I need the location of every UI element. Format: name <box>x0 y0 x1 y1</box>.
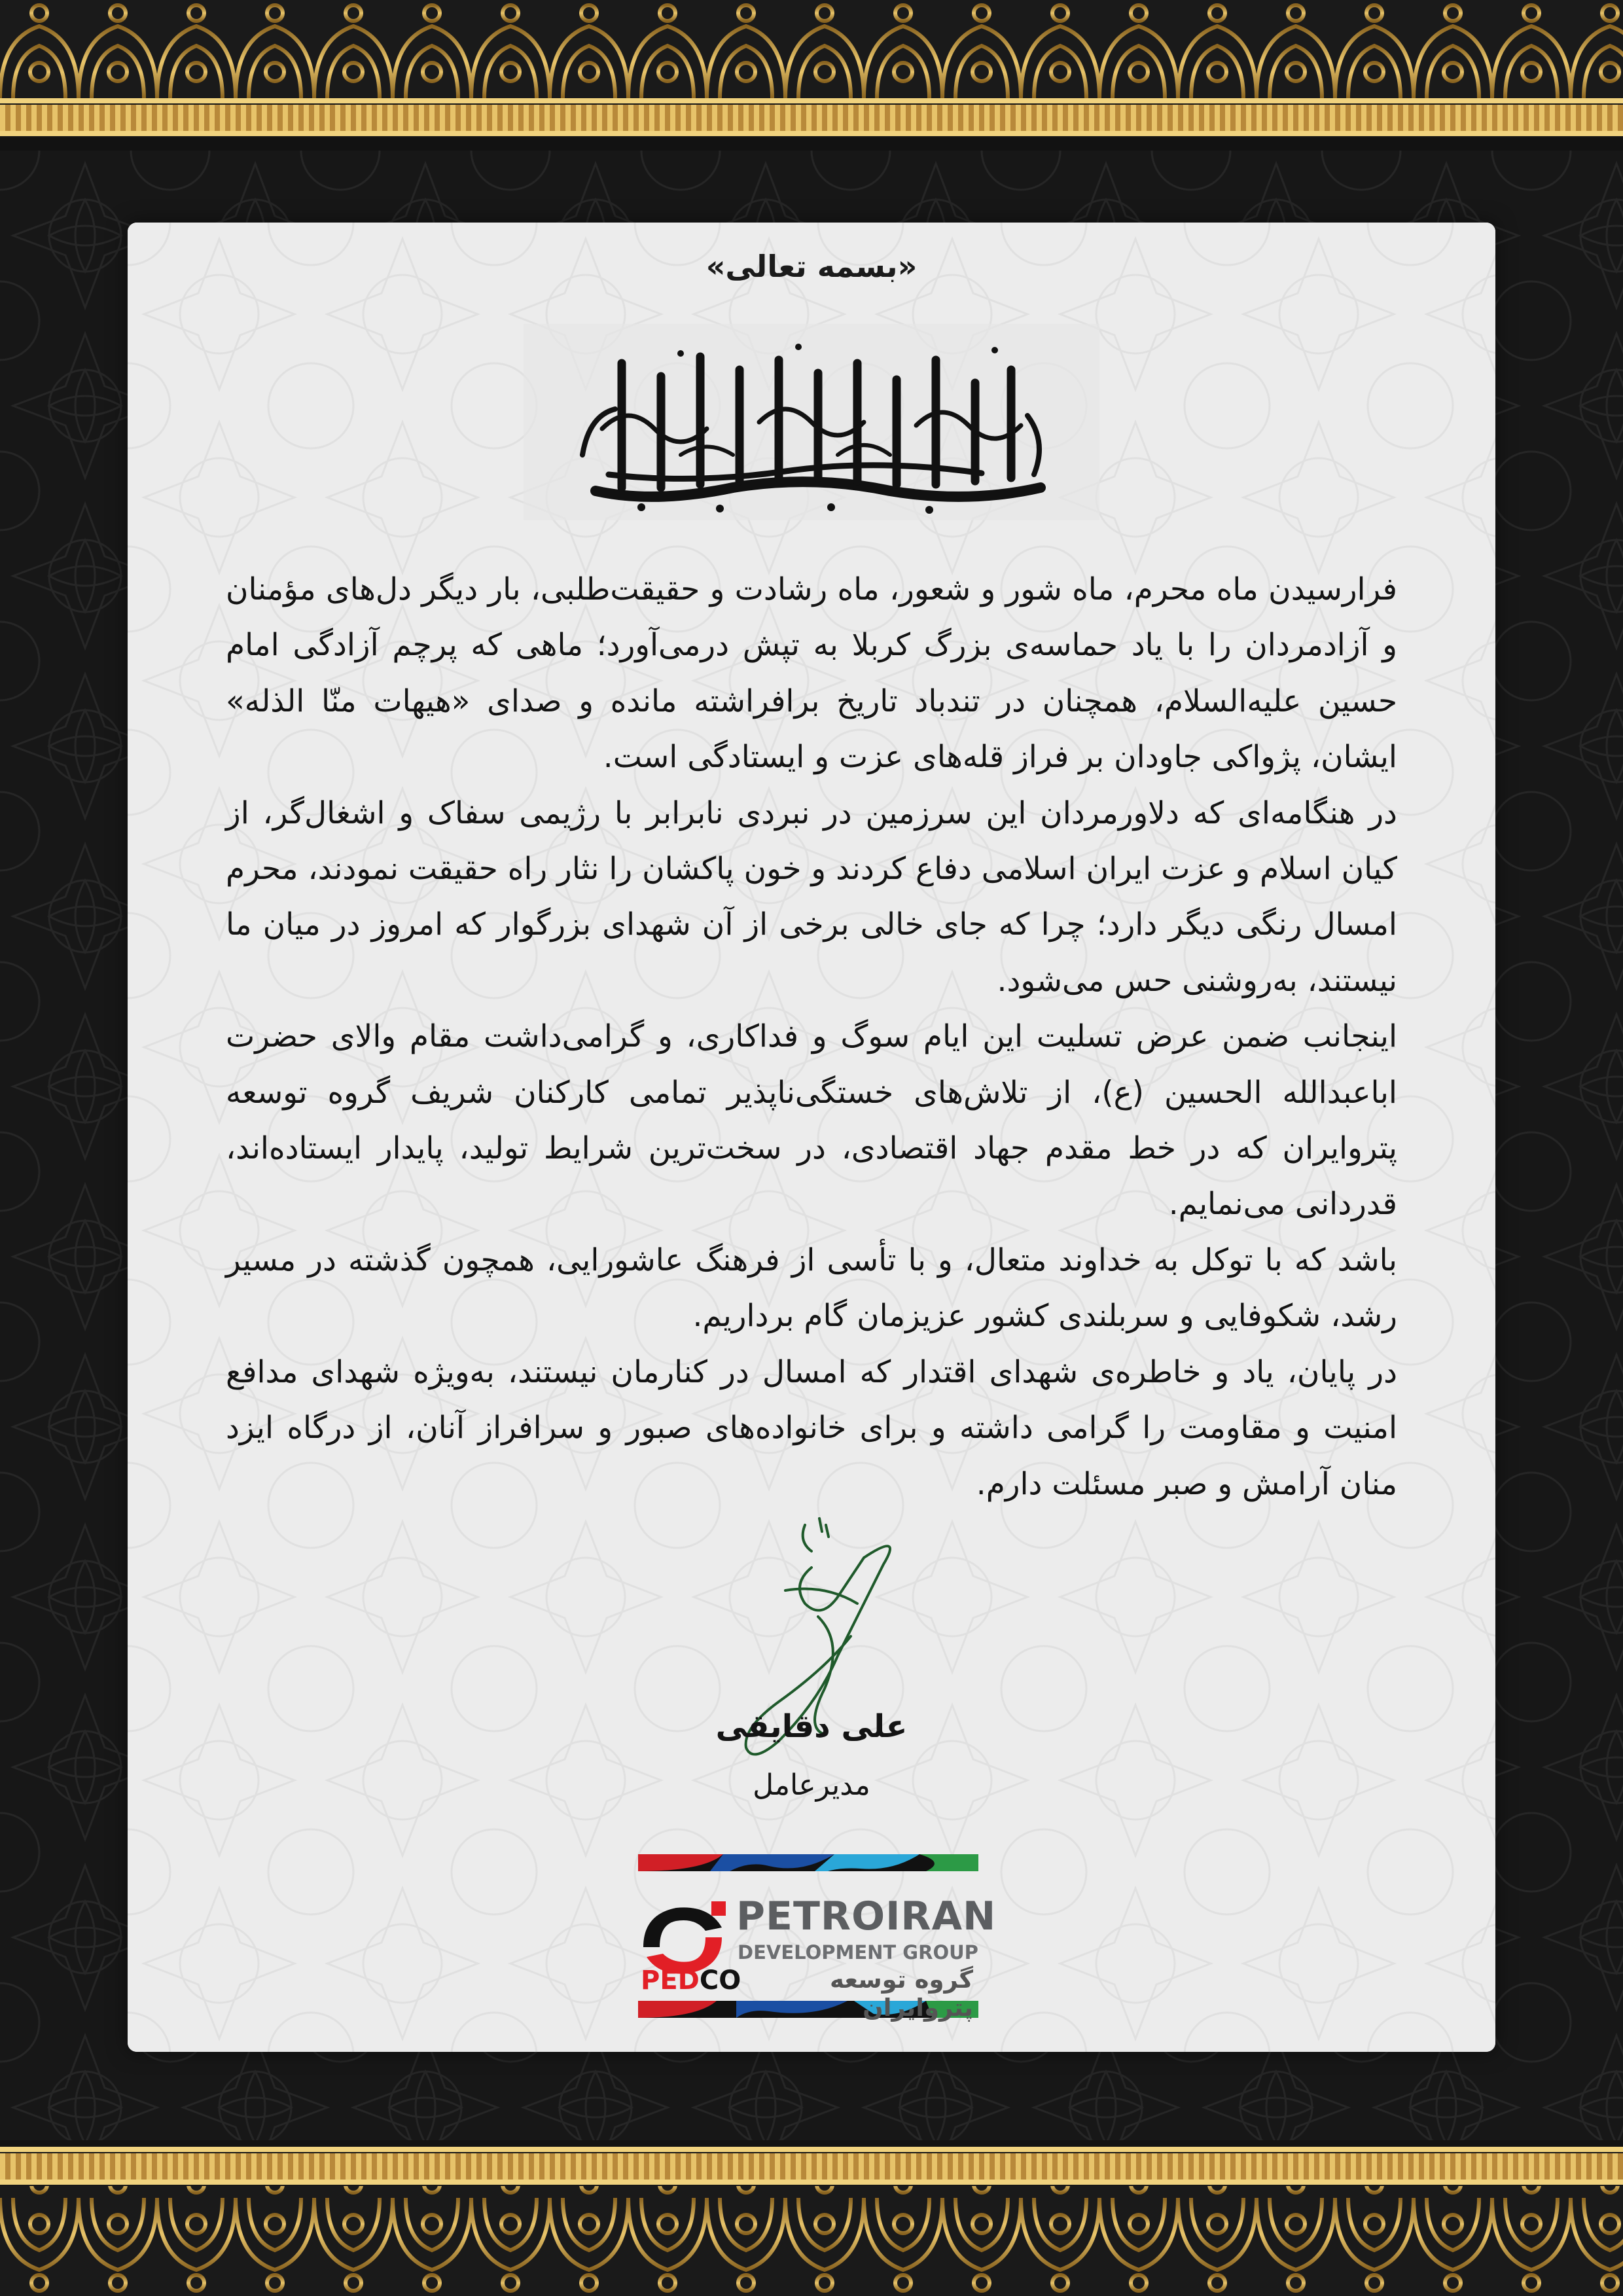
letter-body <box>226 562 1397 1512</box>
letter-card <box>128 223 1495 2052</box>
calligraphy-artwork <box>524 324 1099 520</box>
petroiran-logo <box>638 1854 997 2022</box>
letter-paragraph: باشد که با توکل به خداوند متعال، و با تأسی از فرهنگ عاشورایی، همچون گذشته در مسیر رشد، شکوفایی و سربلندی کشور عزیزمان گام برداریم. <box>226 1242 1397 1335</box>
logo-pedco-red: PED <box>641 1965 700 1996</box>
letter-paragraph: در هنگامه‌ای که دلاورمردان این سرزمین در نبردی نابرابر با رژیمی سفاک و اشغال‌گر، از کیان اسلام و عزت ایران اسلامی دفاع کردند و خون پاکشان را نثار راه حقیقت نمودند، محرم امسال رنگی دیگر دارد؛ چرا که جای خالی برخی از آن شهدای بزرگوار که امروز در میان ما نیستند، به‌روشنی حس می‌شود. <box>226 795 1397 999</box>
logo-brand-text: PETROIRAN <box>736 1893 997 1939</box>
logo-subtitle-text: DEVELOPMENT GROUP <box>738 1941 978 1964</box>
invocation-heading: «بسمه تعالی» <box>705 249 918 284</box>
letter-paragraph: در پایان، یاد و خاطره‌ی شهدای اقتدار که امسال در کنارمان نیستند، به‌ویژه شهدای مدافع امنیت و مقاومت را گرامی داشته و برای خانواده‌های صبور و سرافراز آنان، از درگاه ایزد منان آرامش و صبر مسئلت دارم. <box>226 1354 1397 1502</box>
letter-paragraph: اینجانب ضمن عرض تسلیت این ایام سوگ و فداکاری، و گرامی‌داشت مقام والای حضرت اباعبدالله الحسین (ع)، از تلاش‌های خستگی‌ناپذیر تمامی کارکنان شریف گروه توسعه پتروایران که در خط مقدم جهاد اقتصادی، در سخت‌ترین شرایط تولید، پایدار ایستاده‌اند، قدردانی می‌نمایم. <box>226 1018 1397 1223</box>
bottom-gold-border <box>0 2140 1623 2296</box>
signer-title: مدیرعامل <box>753 1768 870 1802</box>
signer-name: علی دقایقی <box>715 1708 908 1745</box>
logo-pedco-black: CO <box>699 1965 741 1996</box>
logo-persian-text: گروه توسعه پتروایران <box>829 1965 973 2022</box>
logo-pedco-text <box>641 1965 741 1996</box>
letter-paragraph: فرارسیدن ماه محرم، ماه شور و شعور، ماه رشادت و حقیقت‌طلبی، بار دیگر دل‌های مؤمنان و آزادمردان را با یاد حماسه‌ی بزرگ کربلا به تپش درمی‌آورد؛ ماهی که پرچم آزادگی امام حسین علیه‌السلام، همچنان در تندباد تاریخ برافراشته مانده و صدای «هیهات منّا الذله» ایشان، پژواکی جاودان بر فراز قله‌های عزت و ایستادگی است. <box>226 571 1397 776</box>
top-gold-border <box>0 0 1623 151</box>
